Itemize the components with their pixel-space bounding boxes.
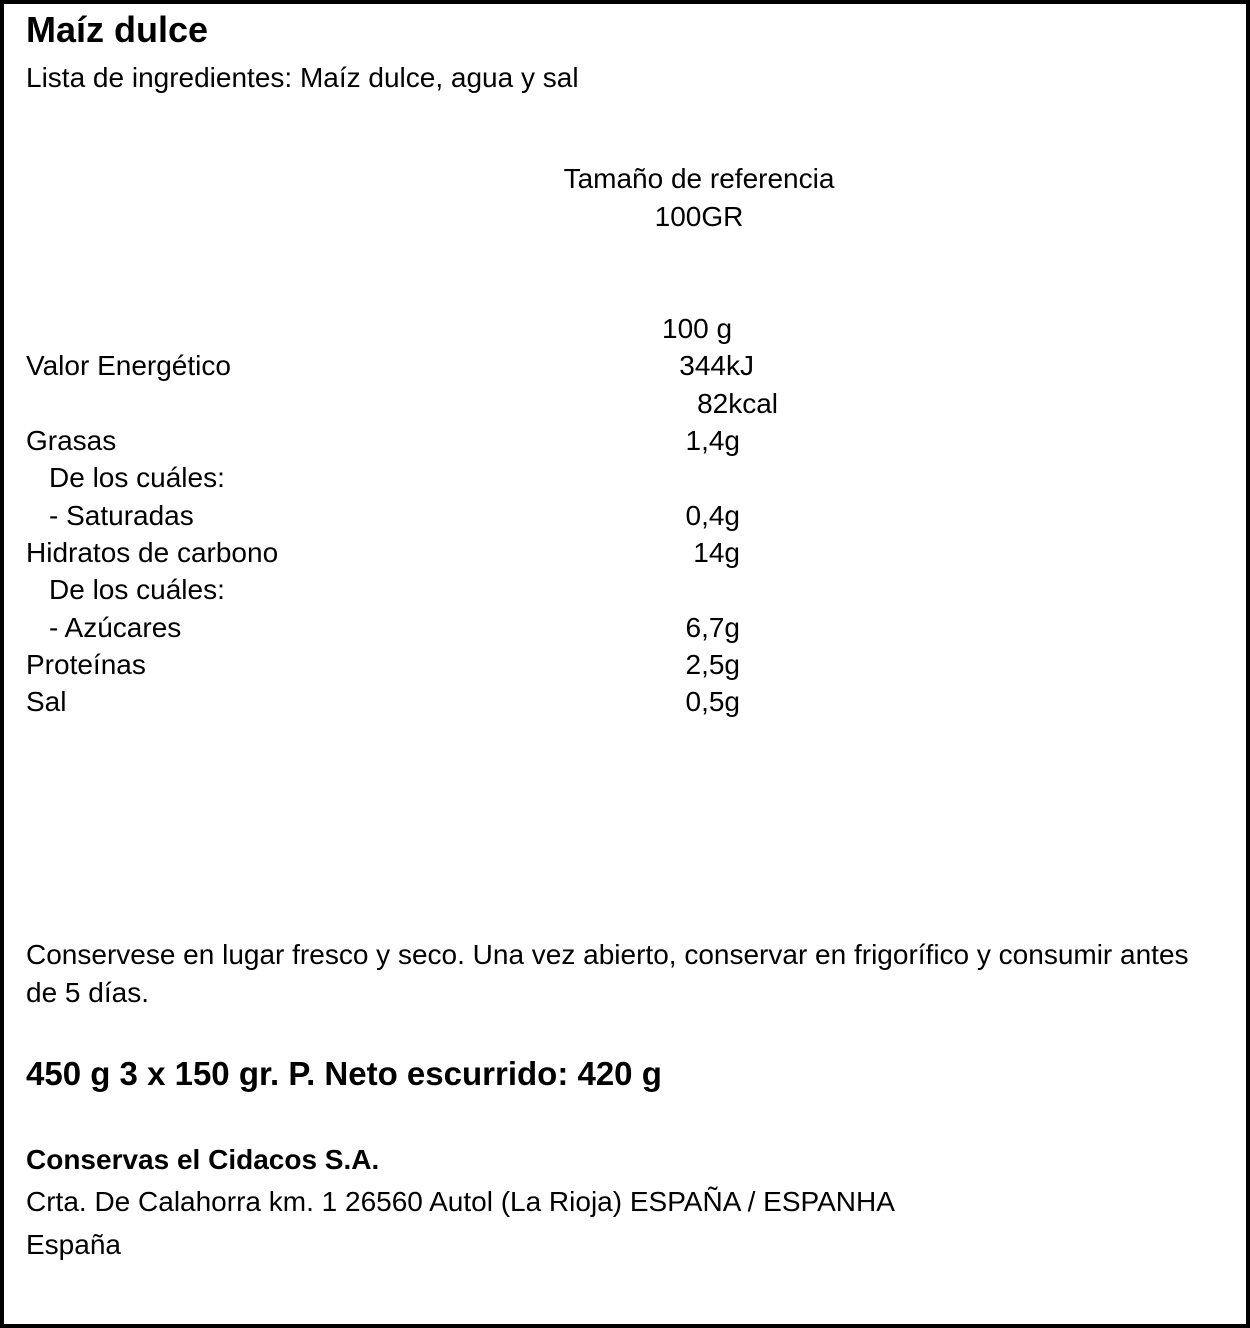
reference-size-title: Tamaño de referencia	[563, 163, 835, 194]
nutrient-value-protein: 2,5g	[685, 649, 740, 680]
nutrient-label-carbohydrates: Hidratos de carbono	[26, 537, 279, 568]
nutrient-value-fat: 1,4g	[685, 425, 740, 456]
nutrient-value-salt: 0,5g	[685, 686, 740, 717]
storage-instructions: Conservese en lugar fresco y seco. Una vez abierto, conservar en frigorífico y consumir antes de 5 días.	[26, 939, 1189, 1008]
energy-label: Valor Energético	[26, 350, 231, 381]
nutrient-value-sugars: 6,7g	[685, 612, 740, 643]
reference-size-value: 100GR	[654, 201, 744, 232]
net-weight: 450 g 3 x 150 gr. P. Neto escurrido: 420 g	[26, 1055, 662, 1092]
company-country: España	[26, 1229, 121, 1260]
nutrient-label-salt: Sal	[26, 686, 67, 717]
nutrient-label-sugars: - Azúcares	[49, 612, 182, 643]
nutrient-value-saturates: 0,4g	[685, 500, 740, 531]
nutrient-label-saturates: - Saturadas	[49, 500, 194, 531]
nutrient-label-protein: Proteínas	[26, 649, 146, 680]
nutrient-value-carbohydrates: 14g	[693, 537, 740, 568]
nutrient-label-fat: Grasas	[26, 425, 117, 456]
company-name: Conservas el Cidacos S.A.	[26, 1144, 380, 1175]
nutrient-label-fat-of-which: De los cuáles:	[49, 462, 225, 493]
company-address: Crta. De Calahorra km. 1 26560 Autol (La Rioja) ESPAÑA / ESPANHA	[26, 1186, 895, 1217]
energy-kj-value: 344kJ	[679, 350, 754, 381]
ingredients-list: Lista de ingredientes: Maíz dulce, agua y sal	[26, 62, 579, 93]
product-title: Maíz dulce	[26, 9, 209, 50]
nutrient-label-carbs-of-which: De los cuáles:	[49, 574, 225, 605]
energy-kcal-value: 82kcal	[697, 388, 778, 419]
nutrition-column-header: 100 g	[662, 313, 733, 344]
